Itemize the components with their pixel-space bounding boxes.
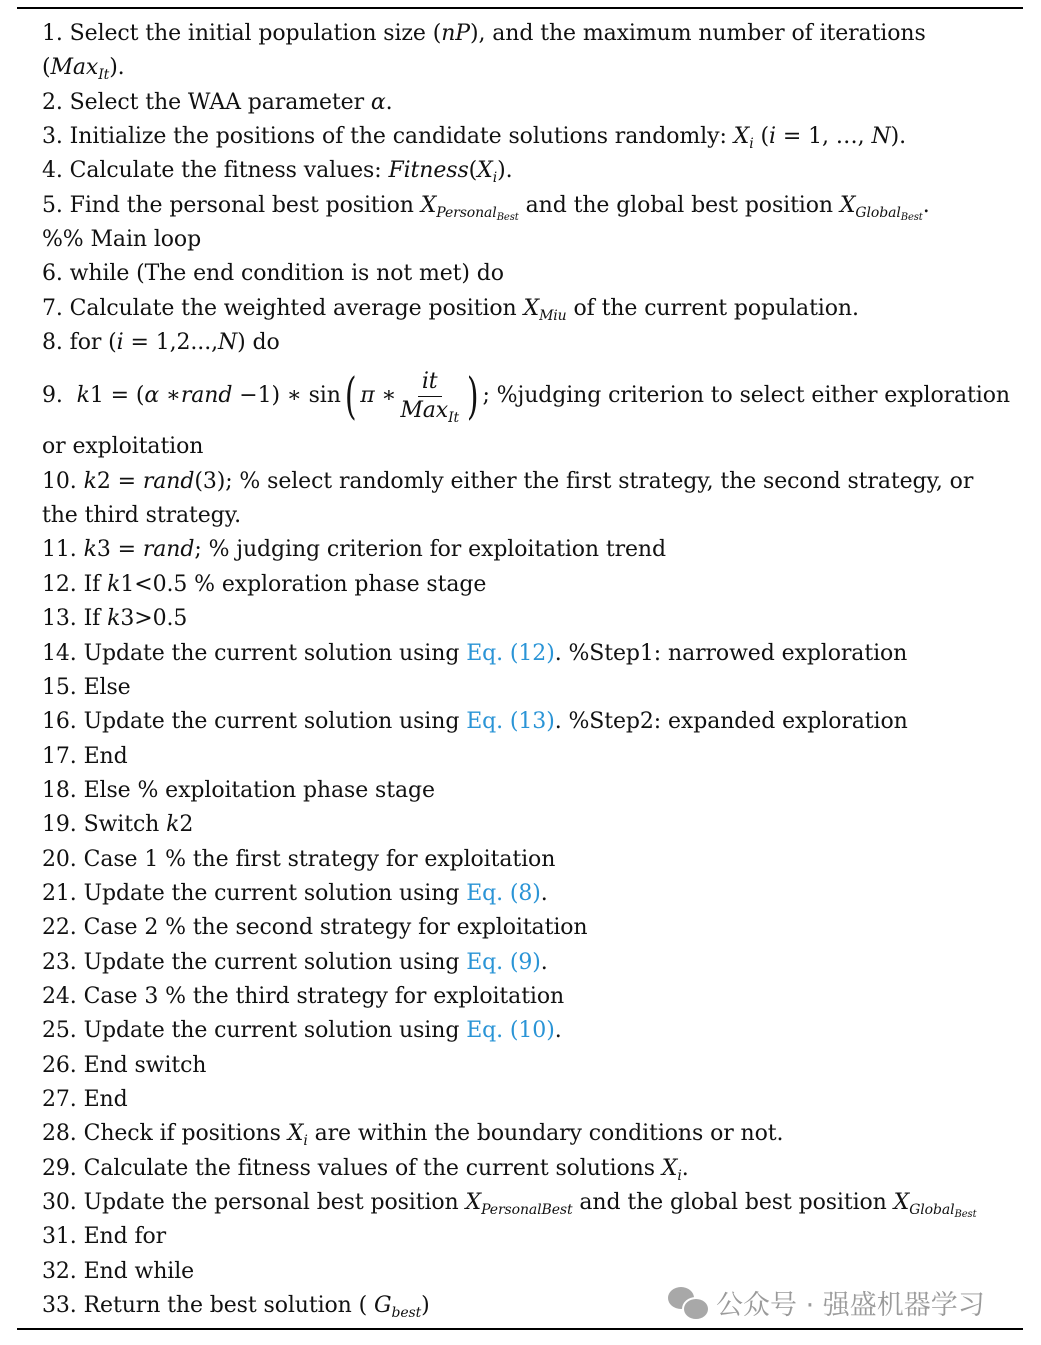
algo-comment-main-loop: %% Main loop [42,227,202,253]
algo-line-1: 1. Select the initial population size (nP), and the maximum number of iterations [42,21,926,46]
algo-line-28: 28. Check if positions $X_i$ are within the boundary conditions or not. [42,1121,784,1150]
algo-line-23: 23. Update the current solution using Eq. (9). [42,949,548,975]
algo-line-17: 17. End [42,743,128,769]
algo-line-21: 21. Update the current solution using Eq. (8). [42,880,548,906]
algo-line-22: 22. Case 2 % the second strategy for exploitation [42,915,588,941]
algo-line-7: 7. Calculate the weighted average position $X_{Miu}$ of the current population. [42,295,859,324]
algo-line-9-cont: or exploitation [42,434,204,460]
eq-10-link[interactable]: Eq. (10) [466,1018,555,1044]
right-paren: ) [466,367,479,426]
algo-line-1-cont: (Max$_{It}$). [42,55,125,84]
algo-line-13: 13. If k3>0.5 [42,606,188,632]
algo-line-33: 33. Return the best solution ( $G_{best}$) [42,1293,430,1322]
algo-line-26: 26. End switch [42,1052,207,1078]
algo-line-14: 14. Update the current solution using Eq. (12). %Step1: narrowed exploration [42,640,908,666]
algo-line-29: 29. Calculate the fitness values of the current solutions $X_i$. [42,1155,689,1184]
fraction-it-over-maxit: $\frac{it}{Max_{It}}$ [400,368,460,426]
watermark-text: 公众号 · 强盛机器学习 [716,1290,985,1321]
algo-line-19: 19. Switch k2 [42,812,194,838]
eq-8-link[interactable]: Eq. (8) [466,880,541,906]
algo-line-15: 15. Else [42,674,131,700]
algo-line-25: 25. Update the current solution using Eq. (10). [42,1018,562,1044]
algo-line-24: 24. Case 3 % the third strategy for exploitation [42,983,565,1009]
left-paren: ( [344,367,357,426]
algo-line-4: 4. Calculate the fitness values: $Fitness(X_i)$. [42,158,513,187]
algo-line-12: 12. If k1<0.5 % exploration phase stage [42,571,487,597]
watermark [668,1283,985,1322]
algo-line-32: 32. End while [42,1258,195,1284]
eq-9-link[interactable]: Eq. (9) [466,949,541,975]
wechat-icon [668,1287,708,1319]
algo-line-2: 2. Select the WAA parameter α. [42,89,393,115]
algo-line-30: 30. Update the personal best position $X_{PersonalBest}$ and the global best position $X_{Global_{Best}}$ [42,1190,977,1220]
eq-13-link[interactable]: Eq. (13) [466,709,555,735]
algo-line-11: 11. k3 = rand; % judging criterion for exploitation trend [42,537,666,563]
algo-line-27: 27. End [42,1086,128,1112]
algo-line-3: 3. Initialize the positions of the candidate solutions randomly: $X_i$ (i = 1, …, N). [42,124,906,153]
algo-line-20: 20. Case 1 % the first strategy for exploitation [42,846,556,872]
bottom-rule [17,1328,1023,1330]
algo-line-5: 5. Find the personal best position $X_{Personal_{Best}}$ and the global best position $X_{Global_{Best}}$. [42,192,930,223]
algo-line-16: 16. Update the current solution using Eq. (13). %Step2: expanded exploration [42,709,908,735]
algo-line-10: 10. k2 = rand(3); % select randomly either the first strategy, the second strategy, or [42,468,974,494]
algo-line-10-cont: the third strategy. [42,503,241,529]
algorithm-pseudocode [42,17,1012,1323]
algo-line-6: 6. while (The end condition is not met) do [42,261,504,287]
top-rule [17,7,1023,9]
eq-12-link[interactable]: Eq. (12) [466,640,555,666]
algo-line-9: 9. k 1 = ( α ∗ rand −1) ∗ sin ( π ∗ $\frac{it}{Max_{It}}$ ) ; %judging criterion to select either exploration [42,367,1010,426]
algo-line-8: 8. for (i = 1,2...,N) do [42,330,280,356]
algo-line-31: 31. End for [42,1224,167,1250]
algo-line-18: 18. Else % exploitation phase stage [42,777,435,803]
